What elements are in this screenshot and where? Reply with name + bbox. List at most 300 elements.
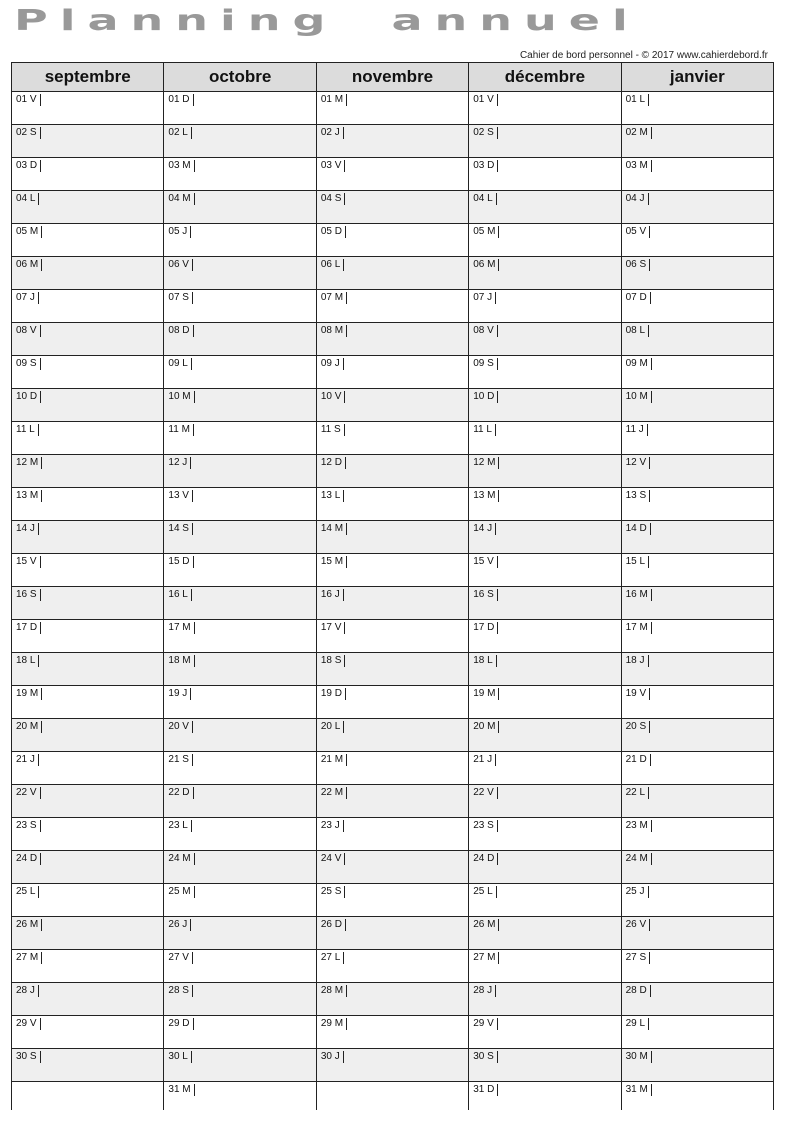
day-row[interactable] xyxy=(469,983,620,1016)
day-label: 11 S xyxy=(321,424,345,436)
day-row[interactable] xyxy=(317,1049,468,1082)
day-label: 02 S xyxy=(473,127,498,139)
day-row[interactable] xyxy=(469,290,620,323)
day-label: 17 D xyxy=(473,622,498,634)
day-label: 02 J xyxy=(321,127,344,139)
day-label: 24 D xyxy=(16,853,41,865)
day-row[interactable] xyxy=(317,719,468,752)
day-label: 20 M xyxy=(16,721,42,733)
day-label: 01 M xyxy=(321,94,347,106)
day-row[interactable] xyxy=(622,224,773,257)
day-row[interactable] xyxy=(469,1016,620,1049)
day-row[interactable] xyxy=(622,1082,773,1115)
day-row[interactable] xyxy=(164,620,315,653)
day-label: 10 V xyxy=(321,391,346,403)
day-label: 15 L xyxy=(626,556,649,568)
page-title: Planning annuel xyxy=(14,3,640,37)
day-row[interactable] xyxy=(317,488,468,521)
day-row[interactable] xyxy=(469,554,620,587)
day-label: 28 J xyxy=(473,985,496,997)
day-label: 04 L xyxy=(473,193,496,205)
day-row[interactable] xyxy=(622,257,773,290)
day-label: 19 J xyxy=(168,688,191,700)
day-row[interactable] xyxy=(622,290,773,323)
day-label: 28 J xyxy=(16,985,39,997)
day-label: 21 J xyxy=(16,754,39,766)
day-label: 16 S xyxy=(473,589,498,601)
day-row[interactable] xyxy=(317,224,468,257)
day-row[interactable] xyxy=(317,422,468,455)
credit-text: Cahier de bord personnel - © 2017 www.cahierdebord.fr xyxy=(519,50,768,61)
day-label: 14 J xyxy=(473,523,496,535)
day-row[interactable] xyxy=(12,620,163,653)
day-row[interactable] xyxy=(164,752,315,785)
day-label: 16 M xyxy=(626,589,652,601)
day-row[interactable] xyxy=(12,92,163,125)
day-label: 27 S xyxy=(626,952,651,964)
month-column xyxy=(469,63,621,1109)
day-label: 06 S xyxy=(626,259,651,271)
day-label: 31 M xyxy=(626,1084,652,1096)
day-row[interactable] xyxy=(622,818,773,851)
day-label: 25 S xyxy=(321,886,346,898)
day-row[interactable] xyxy=(164,884,315,917)
day-label: 07 J xyxy=(473,292,496,304)
day-row[interactable] xyxy=(164,224,315,257)
day-row[interactable] xyxy=(12,587,163,620)
day-label: 15 M xyxy=(321,556,347,568)
day-row[interactable] xyxy=(622,884,773,917)
day-label: 26 M xyxy=(473,919,499,931)
day-label: 10 M xyxy=(168,391,194,403)
day-label: 08 M xyxy=(321,325,347,337)
day-label: 13 L xyxy=(321,490,344,502)
day-row[interactable] xyxy=(12,356,163,389)
day-row[interactable] xyxy=(12,917,163,950)
day-row[interactable] xyxy=(622,950,773,983)
day-label: 06 L xyxy=(321,259,344,271)
day-label: 22 M xyxy=(321,787,347,799)
day-row[interactable] xyxy=(12,884,163,917)
day-label: 03 D xyxy=(16,160,41,172)
day-row[interactable] xyxy=(317,323,468,356)
day-row[interactable] xyxy=(622,191,773,224)
day-label: 23 S xyxy=(16,820,41,832)
day-label: 18 L xyxy=(473,655,496,667)
day-label: 17 M xyxy=(626,622,652,634)
day-label: 27 M xyxy=(473,952,499,964)
day-row[interactable] xyxy=(317,884,468,917)
day-label: 20 L xyxy=(321,721,344,733)
day-row[interactable] xyxy=(622,323,773,356)
day-label: 16 L xyxy=(168,589,191,601)
day-label: 20 V xyxy=(168,721,193,733)
day-label: 03 M xyxy=(626,160,652,172)
day-label: 24 M xyxy=(626,853,652,865)
calendar-grid xyxy=(11,62,774,1110)
day-label: 04 S xyxy=(321,193,346,205)
day-label: 14 M xyxy=(321,523,347,535)
day-row[interactable] xyxy=(12,125,163,158)
day-row[interactable] xyxy=(164,158,315,191)
day-row[interactable] xyxy=(164,488,315,521)
day-label: 19 M xyxy=(16,688,42,700)
day-row[interactable] xyxy=(469,125,620,158)
day-row[interactable] xyxy=(622,455,773,488)
day-label: 22 D xyxy=(168,787,193,799)
day-row[interactable] xyxy=(469,422,620,455)
day-row[interactable] xyxy=(317,620,468,653)
day-row[interactable] xyxy=(164,1016,315,1049)
day-label: 16 S xyxy=(16,589,41,601)
month-header: septembre xyxy=(12,63,163,92)
day-label: 12 V xyxy=(626,457,651,469)
day-row[interactable] xyxy=(622,752,773,785)
day-row[interactable] xyxy=(317,1016,468,1049)
day-row[interactable] xyxy=(622,389,773,422)
day-label: 30 J xyxy=(321,1051,344,1063)
day-label: 01 V xyxy=(16,94,41,106)
day-row[interactable] xyxy=(12,191,163,224)
day-row[interactable] xyxy=(317,554,468,587)
day-row[interactable] xyxy=(622,620,773,653)
day-label: 19 M xyxy=(473,688,499,700)
day-row[interactable] xyxy=(469,818,620,851)
day-row[interactable] xyxy=(12,1016,163,1049)
day-row[interactable] xyxy=(317,257,468,290)
day-label: 05 J xyxy=(168,226,191,238)
day-label: 24 V xyxy=(321,853,346,865)
day-label: 20 M xyxy=(473,721,499,733)
day-label: 26 M xyxy=(16,919,42,931)
day-row[interactable] xyxy=(12,950,163,983)
day-label: 26 V xyxy=(626,919,651,931)
day-list xyxy=(469,92,620,1115)
day-list xyxy=(622,92,773,1115)
day-row[interactable] xyxy=(469,356,620,389)
day-row[interactable] xyxy=(469,257,620,290)
day-row[interactable] xyxy=(622,158,773,191)
day-row[interactable] xyxy=(469,587,620,620)
day-row[interactable] xyxy=(317,983,468,1016)
day-label: 28 D xyxy=(626,985,651,997)
day-row[interactable] xyxy=(12,323,163,356)
day-label: 18 L xyxy=(16,655,39,667)
day-label: 08 D xyxy=(168,325,193,337)
day-row[interactable] xyxy=(12,158,163,191)
day-row[interactable] xyxy=(469,719,620,752)
day-list xyxy=(164,92,315,1115)
day-label: 07 S xyxy=(168,292,193,304)
day-row[interactable] xyxy=(164,323,315,356)
day-row[interactable] xyxy=(622,686,773,719)
day-label: 28 M xyxy=(321,985,347,997)
day-label: 23 M xyxy=(626,820,652,832)
day-label: 13 M xyxy=(473,490,499,502)
day-label: 12 D xyxy=(321,457,346,469)
day-row[interactable] xyxy=(469,950,620,983)
day-row[interactable] xyxy=(469,851,620,884)
day-row[interactable] xyxy=(12,521,163,554)
day-label: 25 M xyxy=(168,886,194,898)
day-label: 03 V xyxy=(321,160,346,172)
day-row[interactable] xyxy=(622,125,773,158)
day-label: 16 J xyxy=(321,589,344,601)
day-row[interactable] xyxy=(469,92,620,125)
day-label: 22 V xyxy=(473,787,498,799)
day-row[interactable] xyxy=(469,785,620,818)
day-row[interactable] xyxy=(164,125,315,158)
day-row[interactable] xyxy=(469,686,620,719)
day-row[interactable] xyxy=(164,191,315,224)
day-row[interactable] xyxy=(469,455,620,488)
day-row[interactable] xyxy=(317,290,468,323)
day-label: 09 M xyxy=(626,358,652,370)
day-label: 24 D xyxy=(473,853,498,865)
day-row[interactable] xyxy=(317,92,468,125)
day-label: 09 J xyxy=(321,358,344,370)
day-row[interactable] xyxy=(317,686,468,719)
day-label: 29 D xyxy=(168,1018,193,1030)
day-label: 09 S xyxy=(16,358,41,370)
month-header: octobre xyxy=(164,63,315,92)
day-label: 19 D xyxy=(321,688,346,700)
day-row[interactable] xyxy=(164,917,315,950)
day-row[interactable] xyxy=(469,620,620,653)
day-label: 04 J xyxy=(626,193,649,205)
day-row[interactable] xyxy=(622,587,773,620)
day-row[interactable] xyxy=(622,422,773,455)
day-row[interactable] xyxy=(12,752,163,785)
day-row[interactable] xyxy=(164,1049,315,1082)
day-row[interactable] xyxy=(12,455,163,488)
day-label: 10 D xyxy=(473,391,498,403)
day-label: 11 M xyxy=(168,424,194,436)
day-row[interactable] xyxy=(12,983,163,1016)
day-row[interactable] xyxy=(164,356,315,389)
day-row[interactable] xyxy=(317,125,468,158)
day-label: 29 M xyxy=(321,1018,347,1030)
day-row[interactable] xyxy=(12,818,163,851)
day-label: 31 M xyxy=(168,1084,194,1096)
day-row[interactable] xyxy=(164,851,315,884)
day-label: 27 L xyxy=(321,952,344,964)
day-row[interactable] xyxy=(317,653,468,686)
day-row[interactable] xyxy=(317,587,468,620)
day-label: 15 V xyxy=(16,556,41,568)
day-row[interactable] xyxy=(622,653,773,686)
day-label: 08 V xyxy=(16,325,41,337)
day-row[interactable] xyxy=(622,521,773,554)
day-row[interactable] xyxy=(164,653,315,686)
day-row[interactable] xyxy=(317,785,468,818)
day-row[interactable] xyxy=(164,950,315,983)
day-label: 13 V xyxy=(168,490,193,502)
day-label: 14 D xyxy=(626,523,651,535)
day-row[interactable] xyxy=(622,92,773,125)
day-row[interactable] xyxy=(12,686,163,719)
day-row[interactable] xyxy=(12,488,163,521)
day-row[interactable] xyxy=(12,290,163,323)
day-label: 22 V xyxy=(16,787,41,799)
day-row[interactable] xyxy=(317,158,468,191)
day-row[interactable] xyxy=(469,488,620,521)
day-row[interactable] xyxy=(317,851,468,884)
day-row[interactable] xyxy=(164,455,315,488)
day-row[interactable] xyxy=(164,719,315,752)
day-row[interactable] xyxy=(164,92,315,125)
day-row[interactable] xyxy=(12,719,163,752)
day-row[interactable] xyxy=(469,1049,620,1082)
day-row[interactable] xyxy=(164,785,315,818)
day-row[interactable] xyxy=(469,653,620,686)
day-label: 11 L xyxy=(473,424,496,436)
month-header: janvier xyxy=(622,63,773,92)
month-column xyxy=(12,63,164,1109)
day-row[interactable] xyxy=(12,224,163,257)
day-label: 03 D xyxy=(473,160,498,172)
day-label: 07 D xyxy=(626,292,651,304)
day-label: 25 L xyxy=(473,886,496,898)
day-row[interactable] xyxy=(164,554,315,587)
day-row[interactable] xyxy=(469,191,620,224)
day-row[interactable] xyxy=(622,1049,773,1082)
day-label: 21 J xyxy=(473,754,496,766)
day-row[interactable] xyxy=(164,818,315,851)
day-row[interactable] xyxy=(622,1016,773,1049)
day-row[interactable] xyxy=(164,587,315,620)
day-label: 17 V xyxy=(321,622,346,634)
day-label: 17 D xyxy=(16,622,41,634)
day-label: 31 D xyxy=(473,1084,498,1096)
day-row[interactable] xyxy=(317,389,468,422)
day-label: 28 S xyxy=(168,985,193,997)
day-label: 08 L xyxy=(626,325,649,337)
day-label: 09 L xyxy=(168,358,191,370)
day-row[interactable] xyxy=(469,224,620,257)
day-row[interactable] xyxy=(622,554,773,587)
day-row[interactable] xyxy=(164,257,315,290)
day-row[interactable] xyxy=(164,1082,315,1115)
day-row[interactable] xyxy=(12,653,163,686)
day-label: 21 D xyxy=(626,754,651,766)
day-row[interactable] xyxy=(469,752,620,785)
day-row[interactable] xyxy=(317,917,468,950)
day-label: 06 M xyxy=(16,259,42,271)
day-label: 27 V xyxy=(168,952,193,964)
month-column xyxy=(164,63,316,1109)
day-label: 30 S xyxy=(473,1051,498,1063)
day-row[interactable] xyxy=(469,389,620,422)
day-label: 25 J xyxy=(626,886,649,898)
day-row[interactable] xyxy=(469,323,620,356)
day-row[interactable] xyxy=(164,422,315,455)
day-label: 01 V xyxy=(473,94,498,106)
day-row[interactable] xyxy=(469,917,620,950)
day-label: 05 V xyxy=(626,226,651,238)
day-label: 21 M xyxy=(321,754,347,766)
day-label: 18 S xyxy=(321,655,346,667)
day-row[interactable] xyxy=(164,983,315,1016)
day-row[interactable] xyxy=(12,1049,163,1082)
day-label: 18 M xyxy=(168,655,194,667)
day-row[interactable] xyxy=(12,257,163,290)
day-row[interactable] xyxy=(622,785,773,818)
day-label: 29 V xyxy=(473,1018,498,1030)
day-row[interactable] xyxy=(317,356,468,389)
day-row[interactable] xyxy=(12,389,163,422)
day-label: 30 M xyxy=(626,1051,652,1063)
day-label: 02 M xyxy=(626,127,652,139)
day-label: 02 L xyxy=(168,127,191,139)
day-label: 15 V xyxy=(473,556,498,568)
day-row[interactable] xyxy=(469,884,620,917)
day-label: 12 J xyxy=(168,457,191,469)
day-row[interactable] xyxy=(317,521,468,554)
day-row[interactable] xyxy=(622,356,773,389)
month-column xyxy=(622,63,773,1109)
day-row[interactable] xyxy=(164,389,315,422)
day-label: 20 S xyxy=(626,721,651,733)
day-row[interactable] xyxy=(164,290,315,323)
day-label: 21 S xyxy=(168,754,193,766)
day-row[interactable] xyxy=(12,785,163,818)
day-label: 10 M xyxy=(626,391,652,403)
day-label: 08 V xyxy=(473,325,498,337)
day-row[interactable] xyxy=(469,1082,620,1115)
day-row[interactable] xyxy=(317,191,468,224)
day-label: 25 L xyxy=(16,886,39,898)
day-row[interactable] xyxy=(622,851,773,884)
day-row[interactable] xyxy=(12,554,163,587)
day-row[interactable] xyxy=(317,752,468,785)
day-row[interactable] xyxy=(622,488,773,521)
day-label: 09 S xyxy=(473,358,498,370)
day-label: 18 J xyxy=(626,655,649,667)
day-label: 04 L xyxy=(16,193,39,205)
day-label: 13 S xyxy=(626,490,651,502)
day-row[interactable] xyxy=(469,521,620,554)
day-label: 05 M xyxy=(16,226,42,238)
day-label: 30 S xyxy=(16,1051,41,1063)
day-label: 29 V xyxy=(16,1018,41,1030)
day-list xyxy=(317,92,468,1115)
empty-day-cell xyxy=(317,1082,468,1115)
day-row[interactable] xyxy=(12,422,163,455)
day-label: 19 V xyxy=(626,688,651,700)
day-label: 29 L xyxy=(626,1018,649,1030)
day-label: 04 M xyxy=(168,193,194,205)
day-row[interactable] xyxy=(469,158,620,191)
day-row[interactable] xyxy=(12,851,163,884)
day-row[interactable] xyxy=(317,455,468,488)
day-label: 01 L xyxy=(626,94,649,106)
day-row[interactable] xyxy=(622,917,773,950)
day-row[interactable] xyxy=(164,521,315,554)
day-label: 23 L xyxy=(168,820,191,832)
day-label: 13 M xyxy=(16,490,42,502)
day-row[interactable] xyxy=(164,686,315,719)
day-row[interactable] xyxy=(622,719,773,752)
day-label: 23 J xyxy=(321,820,344,832)
empty-day-cell xyxy=(12,1082,163,1115)
month-header: novembre xyxy=(317,63,468,92)
day-row[interactable] xyxy=(317,950,468,983)
day-row[interactable] xyxy=(622,983,773,1016)
day-label: 24 M xyxy=(168,853,194,865)
month-column xyxy=(317,63,469,1109)
day-row[interactable] xyxy=(317,818,468,851)
